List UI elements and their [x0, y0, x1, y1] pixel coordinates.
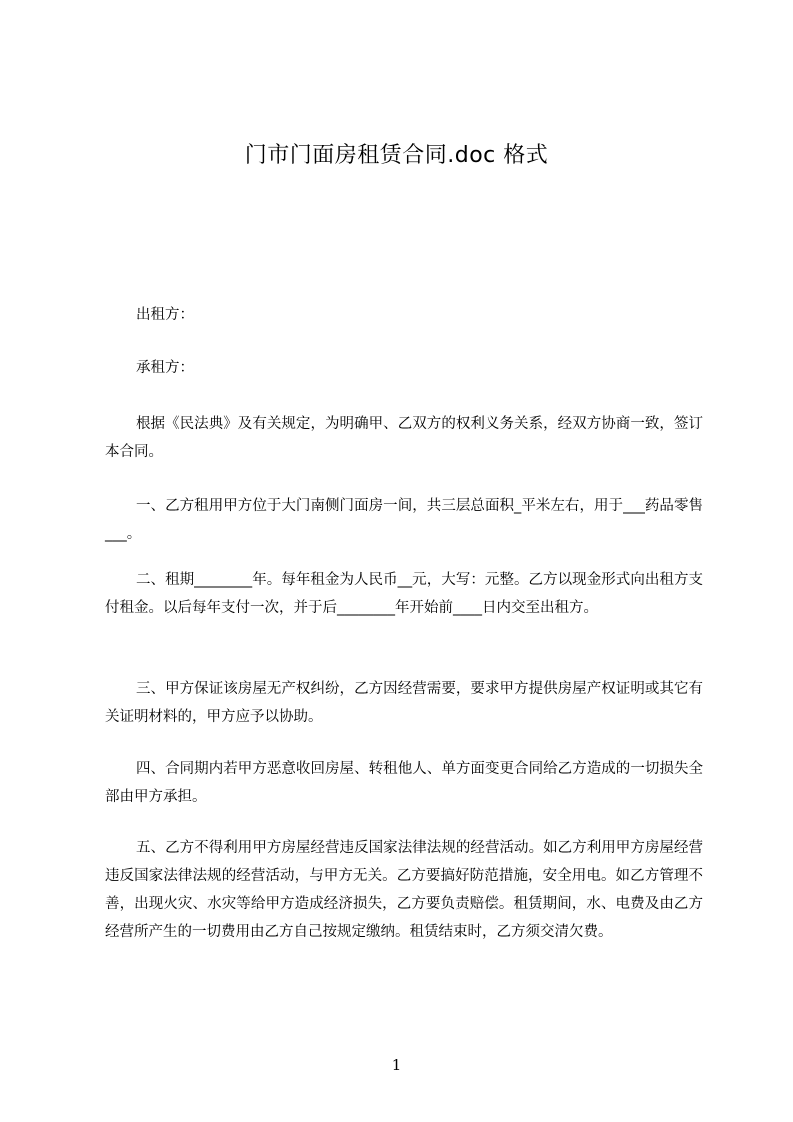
document-title: 门市门面房租赁合同.doc 格式: [244, 143, 549, 168]
lessee-field-label: 承租方：: [136, 359, 194, 376]
page-number: 1: [391, 1056, 402, 1074]
intro-paragraph: 根据《民法典》及有关规定，为明确甲、乙双方的权利义务关系，经双方协商一致，签订本合同。: [105, 415, 703, 460]
lessor-field-label: 出租方：: [136, 306, 194, 323]
clause-1: 一、乙方租用甲方位于大门南侧门面房一间，共三层总面积_平米左右，用于___药品零售___。: [105, 497, 703, 542]
clause-5: 五、乙方不得利用甲方房屋经营违反国家法律法规的经营活动。如乙方利用甲方房屋经营违反国家法律法规的经营活动，与甲方无关。乙方要搞好防范措施，安全用电。如乙方管理不善，出现火灾、水灾等给甲方造成经济损失，乙方要负责赔偿。租赁期间，水、电费及由乙方经营所产生的一切费用由乙方自己按规定缴纳。租赁结束时，乙方须交清欠费。: [105, 839, 703, 940]
clause-4: 四、合同期内若甲方恶意收回房屋、转租他人、单方面变更合同给乙方造成的一切损失全部由甲方承担。: [105, 760, 703, 805]
clause-3: 三、甲方保证该房屋无产权纠纷，乙方因经营需要，要求甲方提供房屋产权证明或其它有关证明材料的，甲方应予以协助。: [105, 680, 703, 725]
clause-2: 二、租期________年。每年租金为人民币__元，大写：元整。乙方以现金形式向出租方支付租金。以后每年支付一次，并于后________年开始前____日内交至出租方。: [105, 571, 703, 616]
